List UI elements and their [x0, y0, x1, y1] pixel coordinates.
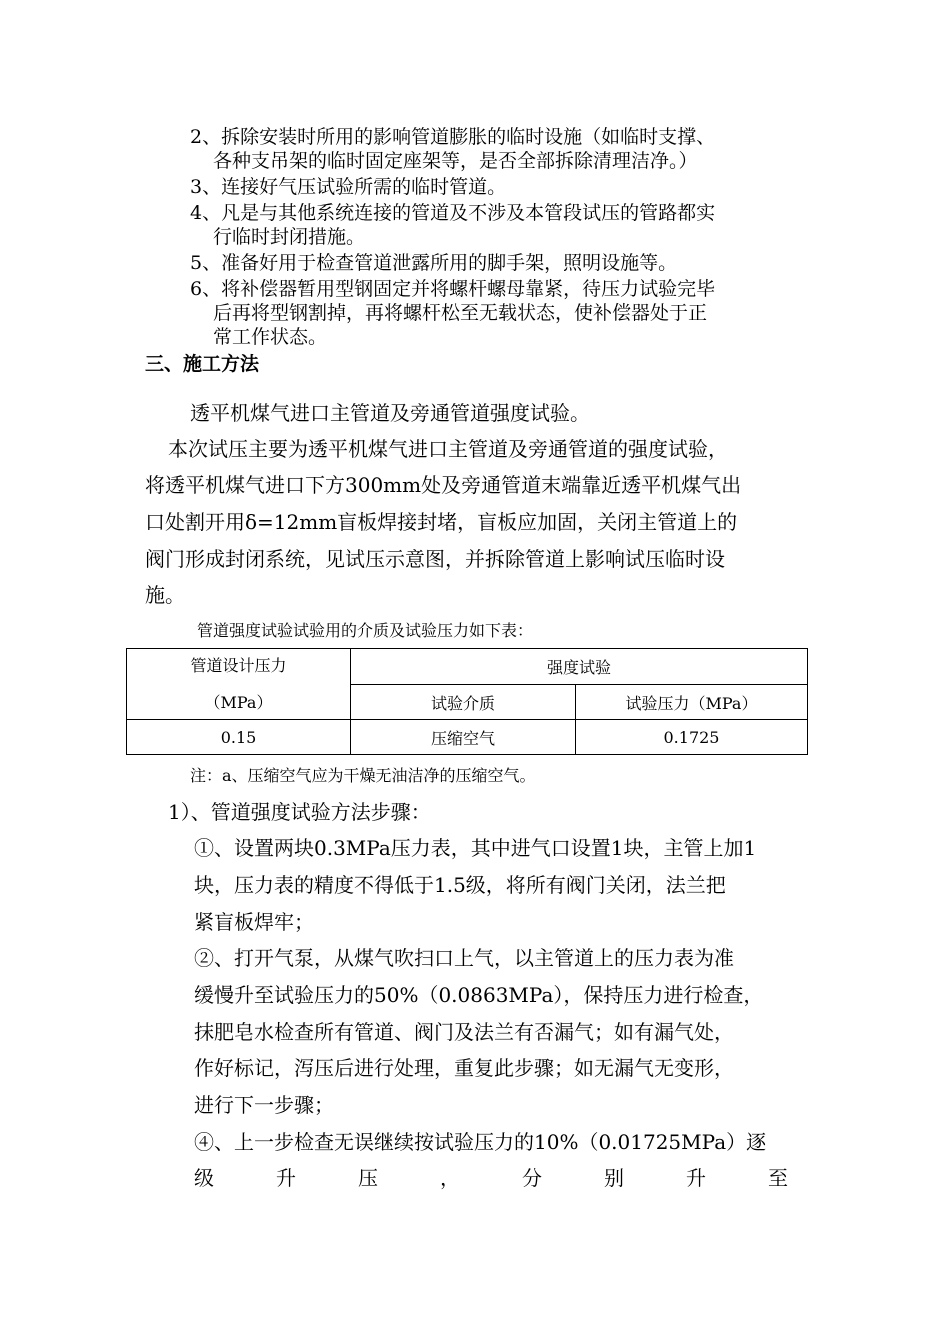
- list-item-6-line-1: 6、将补偿器暂用型钢固定并将螺杆螺母靠紧，待压力试验完毕: [190, 278, 716, 300]
- list-item-4-line-2: 行临时封闭措施。: [213, 226, 366, 248]
- step-2-line-4: 作好标记，泻压后进行处理，重复此步骤；如无漏气无变形，: [194, 1056, 734, 1080]
- header-test-pressure: 试验压力（MPa）: [576, 685, 808, 720]
- step-1-line-2: 块，压力表的精度不得低于1.5级，将所有阀门关闭，法兰把: [194, 873, 726, 897]
- header-design-pressure: 管道设计压力: [190, 656, 287, 675]
- step-1-line-3: 紧盲板焊牢；: [194, 910, 314, 934]
- intro-line: 透平机煤气进口主管道及旁通管道强度试验。: [190, 401, 590, 425]
- paragraph-line-5: 施。: [145, 583, 185, 607]
- step-4-line-1: ④、上一步检查无误继续按试验压力的10%（0.01725MPa）逐: [194, 1130, 767, 1154]
- list-item-2-line-2: 各种支吊架的临时固定座架等，是否全部拆除清理洁净。）: [213, 150, 698, 172]
- paragraph-line-3: 口处割开用δ=12mm盲板焊接封堵，盲板应加固，关闭主管道上的: [145, 510, 738, 534]
- list-item-5: 5、准备好用于检查管道泄露所用的脚手架，照明设施等。: [190, 252, 678, 274]
- cell-medium: 压缩空气: [351, 720, 576, 755]
- header-unit: （MPa）: [204, 693, 273, 712]
- header-medium: 试验介质: [351, 685, 576, 720]
- section-heading: 三、施工方法: [145, 353, 260, 375]
- header-design-pressure-cell: [127, 649, 351, 720]
- step-2-line-1: ②、打开气泵，从煤气吹扫口上气，以主管道上的压力表为准: [194, 946, 734, 970]
- list-item-3: 3、连接好气压试验所需的临时管道。: [190, 176, 507, 198]
- step-2-line-5: 进行下一步骤；: [194, 1093, 334, 1117]
- cell-design-pressure: 0.15: [127, 720, 351, 755]
- step-1-line-1: ①、设置两块0.3MPa压力表，其中进气口设置1块，主管上加1: [194, 836, 757, 860]
- table-caption: 管道强度试验试验用的介质及试验压力如下表：: [197, 621, 534, 640]
- step-2-line-3: 抹肥皂水检查所有管道、阀门及法兰有否漏气；如有漏气处，: [194, 1020, 734, 1044]
- list-item-4-line-1: 4、凡是与其他系统连接的管道及不涉及本管段试压的管路都实: [190, 202, 716, 224]
- step-4-line-2: 级升压，分别升至: [194, 1166, 850, 1190]
- list-item-6-line-2: 后再将型钢割掉，再将螺杆松至无载状态，使补偿器处于正: [213, 302, 708, 324]
- paragraph-line-4: 阀门形成封闭系统，见试压示意图，并拆除管道上影响试压临时设: [145, 547, 725, 571]
- step-2-line-2: 缓慢升至试验压力的50%（0.0863MPa），保持压力进行检查，: [194, 983, 764, 1007]
- header-strength-test: 强度试验: [351, 649, 808, 685]
- list-item-6-line-3: 常工作状态。: [213, 326, 328, 348]
- table-note: 注：a、压缩空气应为干燥无油洁净的压缩空气。: [190, 766, 536, 785]
- test-pressure-table: [126, 648, 808, 755]
- paragraph-line-2: 将透平机煤气进口下方300mm处及旁通管道末端靠近透平机煤气出: [145, 473, 742, 497]
- steps-title: 1）、管道强度试验方法步骤：: [168, 800, 431, 824]
- paragraph-line-1: 本次试压主要为透平机煤气进口主管道及旁通管道的强度试验，: [168, 437, 728, 461]
- cell-test-pressure: 0.1725: [576, 720, 808, 755]
- list-item-2-line-1: 2、拆除安装时所用的影响管道膨胀的临时设施（如临时支撑、: [190, 126, 716, 148]
- table-row: [127, 720, 808, 755]
